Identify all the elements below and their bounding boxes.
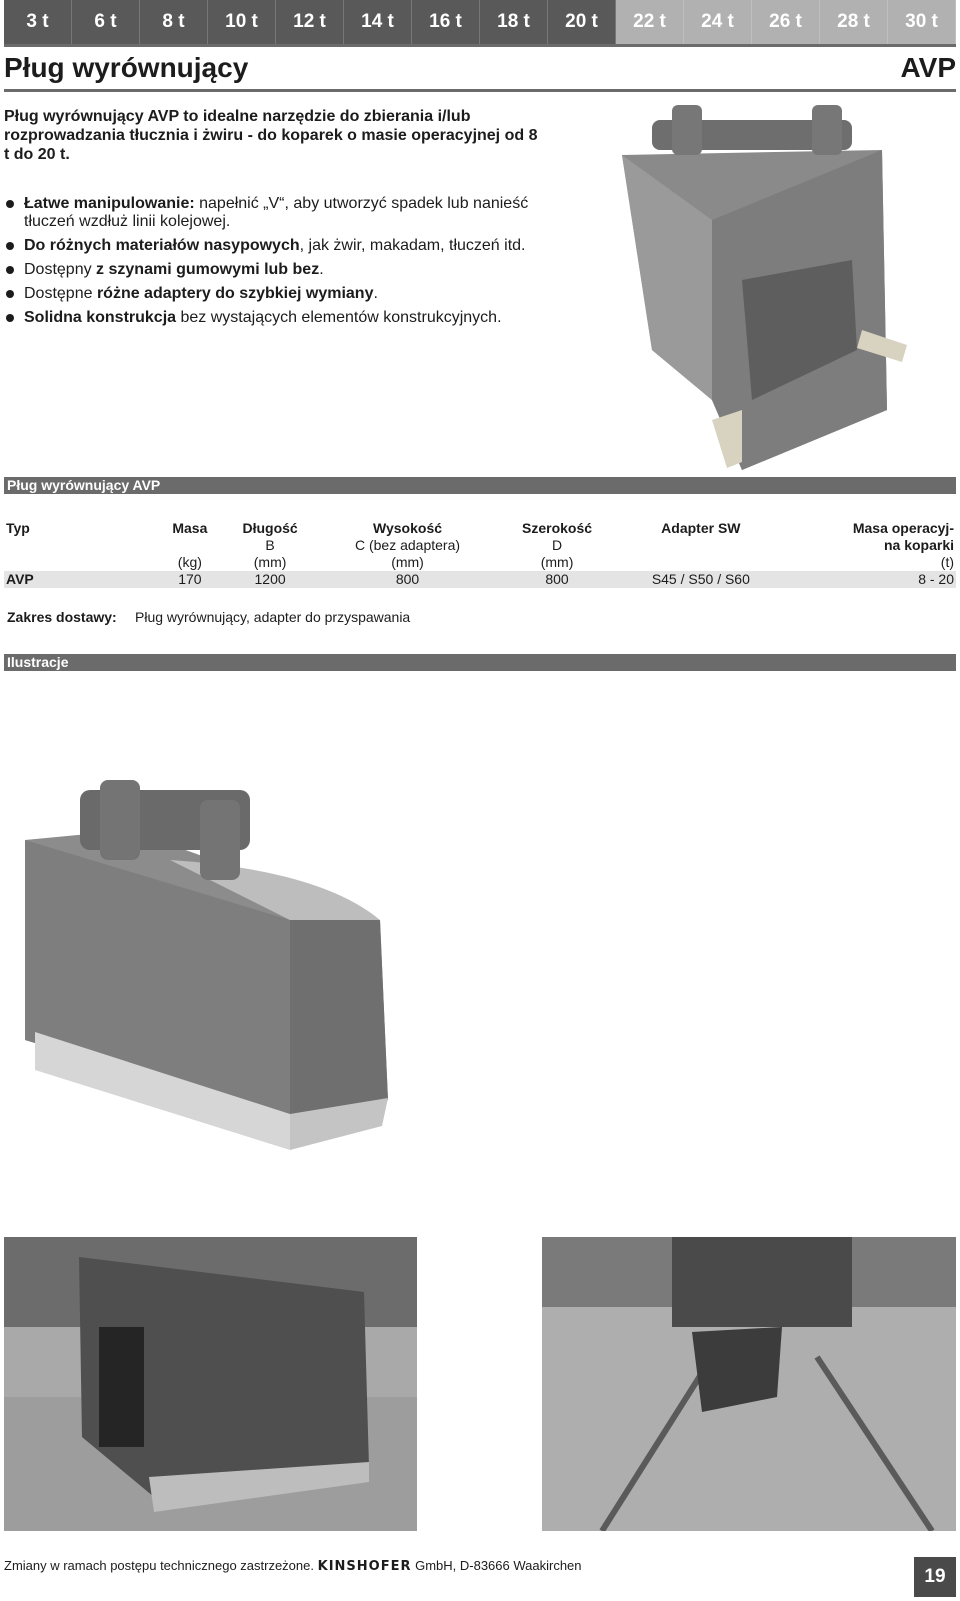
col-subheader [618,537,785,554]
product-photo-main [612,100,952,475]
specs-table [4,520,956,588]
col-subheader [158,537,222,554]
specs-section-title: Pług wyrównujący AVP [4,477,956,494]
tonnage-cell: 24 t [684,0,752,44]
feature-item: Dostępny z szynami gumowymi lub bez. [4,261,564,279]
footer-text: Zmiany w ramach postępu technicznego zastrzeżone. KINSHOFER GmbH, D-83666 Waakirchen [4,1558,582,1574]
title-rule [4,89,956,92]
tonnage-cell: 3 t [4,0,72,44]
col-header: Masa [172,520,208,536]
tonnage-cell: 28 t [820,0,888,44]
unit [618,554,785,571]
tonnage-cell: 6 t [72,0,140,44]
feature-item: Łatwe manipulowanie: napełnić „V“, aby utworzyć spadek lub nanieść tłuczeń wzdłuż linii kolejowej. [4,195,564,231]
tonnage-cell: 16 t [412,0,480,44]
tonnage-cell: 12 t [276,0,344,44]
tonnage-cell: 10 t [208,0,276,44]
specs-header-row [4,520,956,537]
specs-header-row-2 [4,537,956,554]
tonnage-cell: 22 t [616,0,684,44]
field-photo-left [4,1237,417,1531]
cell-mass: 170 [158,571,222,588]
unit: (mm) [253,554,287,570]
cell-type: AVP [4,571,158,588]
col-header: Masa operacyj- [852,520,954,536]
col-header: Długość [242,520,298,536]
tonnage-cell: 8 t [140,0,208,44]
unit: (kg) [177,554,202,570]
cell-excavator-mass: 8 - 20 [784,571,956,588]
col-subheader [4,537,158,554]
intro-text: Pług wyrównujący AVP to idealne narzędzie do zbierania i/lub rozprowadzania tłucznia i żwiru - do koparek o masie operacyjnej od 8 t do 20 t. [4,108,538,163]
table-row [4,571,956,588]
col-subheader: na koparki [883,537,954,553]
col-header: Typ [6,520,30,536]
feature-item: Do różnych materiałów nasypowych, jak żwir, makadam, tłuczeń itd. [4,237,564,255]
feature-item: Solidna konstrukcja bez wystających elementów konstrukcyjnych. [4,309,564,327]
cell-width: 800 [497,571,618,588]
specs-units-row [4,554,956,571]
col-subheader: B [265,537,275,553]
tonnage-cell: 20 t [548,0,616,44]
col-header: Wysokość [373,520,443,536]
scope-label: Zakres dostawy: [7,609,117,625]
tonnage-cell: 30 t [888,0,956,44]
page-title: Pług wyrównujący [4,52,249,83]
unit: (mm) [391,554,424,570]
tonnage-cell: 14 t [344,0,412,44]
col-header: Szerokość [522,520,593,536]
cell-adapter: S45 / S50 / S60 [618,571,785,588]
illustrations-section-title: Ilustracje [4,654,956,671]
unit: (mm) [540,554,574,570]
col-header: Adapter SW [661,520,741,536]
tonnage-cell: 18 t [480,0,548,44]
col-subheader: D [551,537,563,553]
feature-item: Dostępne różne adaptery do szybkiej wymiany. [4,285,564,303]
unit: (t) [940,554,954,570]
product-code: AVP [900,52,956,83]
unit [4,554,158,571]
brand-logo: KINSHOFER [317,1559,412,1574]
field-photo-right [542,1237,956,1531]
cell-length: 1200 [222,571,319,588]
product-photo-large [20,780,400,1155]
cell-height: 800 [318,571,496,588]
feature-list [4,195,564,333]
page-number: 19 [914,1557,956,1597]
tonnage-bar [4,0,956,44]
tonnage-cell: 26 t [752,0,820,44]
col-subheader: C (bez adaptera) [354,537,461,553]
header-rule [4,44,956,47]
scope-value: Pług wyrównujący, adapter do przyspawania [135,609,411,625]
